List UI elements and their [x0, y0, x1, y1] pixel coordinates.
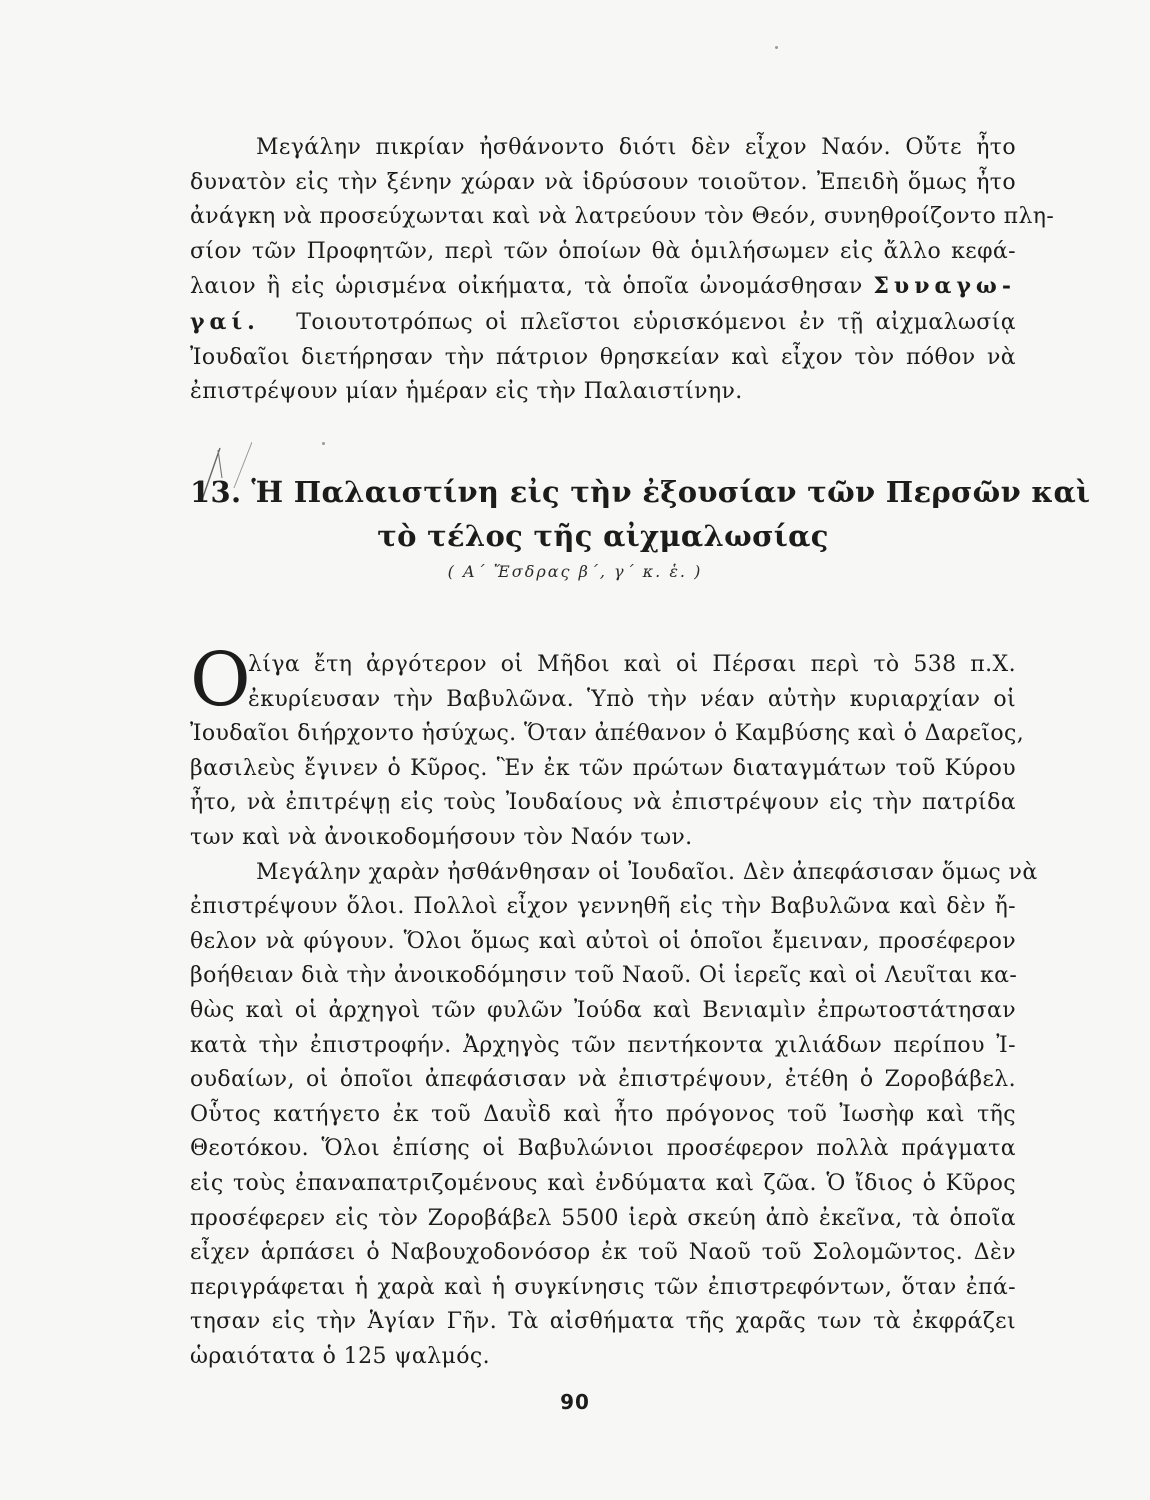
- text-line: [190, 305, 1016, 341]
- text-line: Ἰουδαῖοι διετήρησαν τὴν πάτριον θρησκείαν καὶ εἶχον τὸν πόθον νὰ: [190, 344, 1016, 370]
- text-line: περιγράφεται ἡ χαρὰ καὶ ἡ συγκίνησις τῶν ἐπιστρεφόντων, ὅταν ἐπά-: [190, 1274, 1016, 1300]
- text-line: σίον τῶν Προφητῶν, περὶ τῶν ὁποίων θὰ ὁμιλήσωμεν εἰς ἄλλο κεφά-: [190, 238, 1016, 264]
- text-line: ἦτο, νὰ ἐπιτρέψῃ εἰς τοὺς Ἰουδαίους νὰ ἐπιστρέψουν εἰς τὴν πατρίδα: [190, 790, 1016, 816]
- section-number: 13.: [190, 475, 242, 509]
- text-line: βασιλεὺς ἔγινεν ὁ Κῦρος. Ἓν ἐκ τῶν πρώτων διαταγμάτων τοῦ Κύρου: [190, 755, 1016, 781]
- text-line: [190, 269, 1016, 305]
- scan-speck: [322, 442, 325, 445]
- text-line: ουδαίων, οἱ ὁποῖοι ἀπεφάσισαν νὰ ἐπιστρέψουν, ἐτέθη ὁ Ζοροβάβελ.: [190, 1067, 1016, 1093]
- text-line: κατὰ τὴν ἐπιστροφήν. Ἀρχηγὸς τῶν πεντήκοντα χιλιάδων περίπου Ἰ-: [190, 1032, 1016, 1058]
- heading-line-2: τὸ τέλος τῆς αἰχμαλωσίας: [377, 519, 829, 553]
- text-line: ἐπιστρέψουν μίαν ἡμέραν εἰς τὴν Παλαιστίνην.: [190, 379, 743, 405]
- text-line: των καὶ νὰ ἀνοικοδομήσουν τὸν Ναόν των.: [190, 824, 693, 850]
- page-number: 90: [560, 1390, 590, 1414]
- heading-title-part1: Ἡ Παλαιστίνη εἰς τὴν ἐξουσίαν τῶν Περσῶν καὶ: [251, 475, 1091, 509]
- text-line: βοήθειαν διὰ τὴν ἀνοικοδόμησιν τοῦ Ναοῦ. Οἱ ἱερεῖς καὶ οἱ Λευῖται κα-: [190, 963, 1018, 989]
- intro-paragraph: [190, 131, 1055, 410]
- text-line: Μεγάλην πικρίαν ἠσθάνοντο διότι δὲν εἶχον Ναόν. Οὔτε ἦτο: [256, 135, 1016, 160]
- first-paragraph: [190, 637, 1025, 856]
- text-line: εἶχεν ἁρπάσει ὁ Ναβουχοδονόσορ ἐκ τοῦ Ναοῦ τοῦ Σολομῶντος. Δὲν: [190, 1240, 1016, 1266]
- text-segment: λαιον ἢ εἰς ὡρισμένα οἰκήματα, τὰ ὁποῖα ὠνομάσθησαν: [190, 274, 863, 300]
- text-line: δυνατὸν εἰς τὴν ξένην χώραν νὰ ἱδρύσουν τοιοῦτον. Ἐπειδὴ ὅμως ἦτο: [190, 169, 1016, 195]
- text-line: Ἰουδαῖοι διήρχοντο ἡσύχως. Ὅταν ἀπέθανον ὁ Καμβύσης καὶ ὁ Δαρεῖος,: [190, 721, 1025, 747]
- text-line: τησαν εἰς τὴν Ἁγίαν Γῆν. Τὰ αἰσθήματα τῆς χαρᾶς των τὰ ἐκφράζει: [190, 1309, 1016, 1335]
- emphasized-word: Συναγω-: [873, 273, 1016, 300]
- emphasized-word-end: γαί.: [190, 308, 260, 335]
- text-line: Μεγάλην χαρὰν ἠσθάνθησαν οἱ Ἰουδαῖοι. Δὲν ἀπεφάσισαν ὅμως νὰ: [256, 859, 1038, 885]
- text-line: ἐκυρίευσαν τὴν Βαβυλῶνα. Ὑπὸ τὴν νέαν αὐτὴν κυριαρχίαν οἱ: [248, 686, 1016, 712]
- text-line: προσέφερεν εἰς τὸν Ζοροβάβελ 5500 ἱερὰ σκεύη ἀπὸ ἐκεῖνα, τὰ ὁποῖα: [190, 1205, 1016, 1231]
- heading-line-1: [190, 470, 1091, 514]
- text-line: εἰς τοὺς ἐπαναπατριζομένους καὶ ἐνδύματα καὶ ζῶα. Ὁ ἴδιος ὁ Κῦρος: [190, 1170, 1016, 1196]
- text-line: θὼς καὶ οἱ ἀρχηγοὶ τῶν φυλῶν Ἰούδα καὶ Βενιαμὶν ἐπρωτοστάτησαν: [190, 997, 1016, 1023]
- text-line: θελον νὰ φύγουν. Ὅλοι ὅμως καὶ αὐτοὶ οἱ ὁποῖοι ἔμειναν, προσέφερον: [190, 928, 1016, 954]
- drop-cap: Ο: [190, 637, 252, 723]
- text-line: Θεοτόκου. Ὅλοι ἐπίσης οἱ Βαβυλώνιοι προσέφερον πολλὰ πράγματα: [190, 1136, 1016, 1162]
- text-line: λίγα ἔτη ἀργότερον οἱ Μῆδοι καὶ οἱ Πέρσαι περὶ τὸ 538 π.Χ.: [248, 652, 1016, 677]
- section-heading: [190, 470, 1091, 558]
- second-paragraph: [190, 856, 1038, 1375]
- text-segment: Τοιουτοτρόπως οἱ πλεῖστοι εὑρισκόμενοι ἐν τῇ αἰχμαλωσίᾳ: [296, 309, 1016, 335]
- text-line: ἀνάγκη νὰ προσεύχωνται καὶ νὰ λατρεύουν τὸν Θεόν, συνηθροίζοντο πλη-: [190, 204, 1055, 230]
- body-text: [190, 637, 1038, 1374]
- text-line: Οὗτος κατήγετο ἐκ τοῦ Δαυῒδ καὶ ἦτο πρόγονος τοῦ Ἰωσὴφ καὶ τῆς: [190, 1101, 1016, 1127]
- text-line: ὡραιότατα ὁ 125 ψαλμός.: [190, 1343, 490, 1369]
- text-line: ἐπιστρέψουν ὅλοι. Πολλοὶ εἶχον γεννηθῆ εἰς τὴν Βαβυλῶνα καὶ δὲν ἤ-: [190, 894, 1016, 920]
- scripture-reference: ( Α΄ Ἔσδρας β΄, γ΄ κ. ἑ. ): [447, 562, 703, 581]
- scan-speck: [775, 46, 778, 49]
